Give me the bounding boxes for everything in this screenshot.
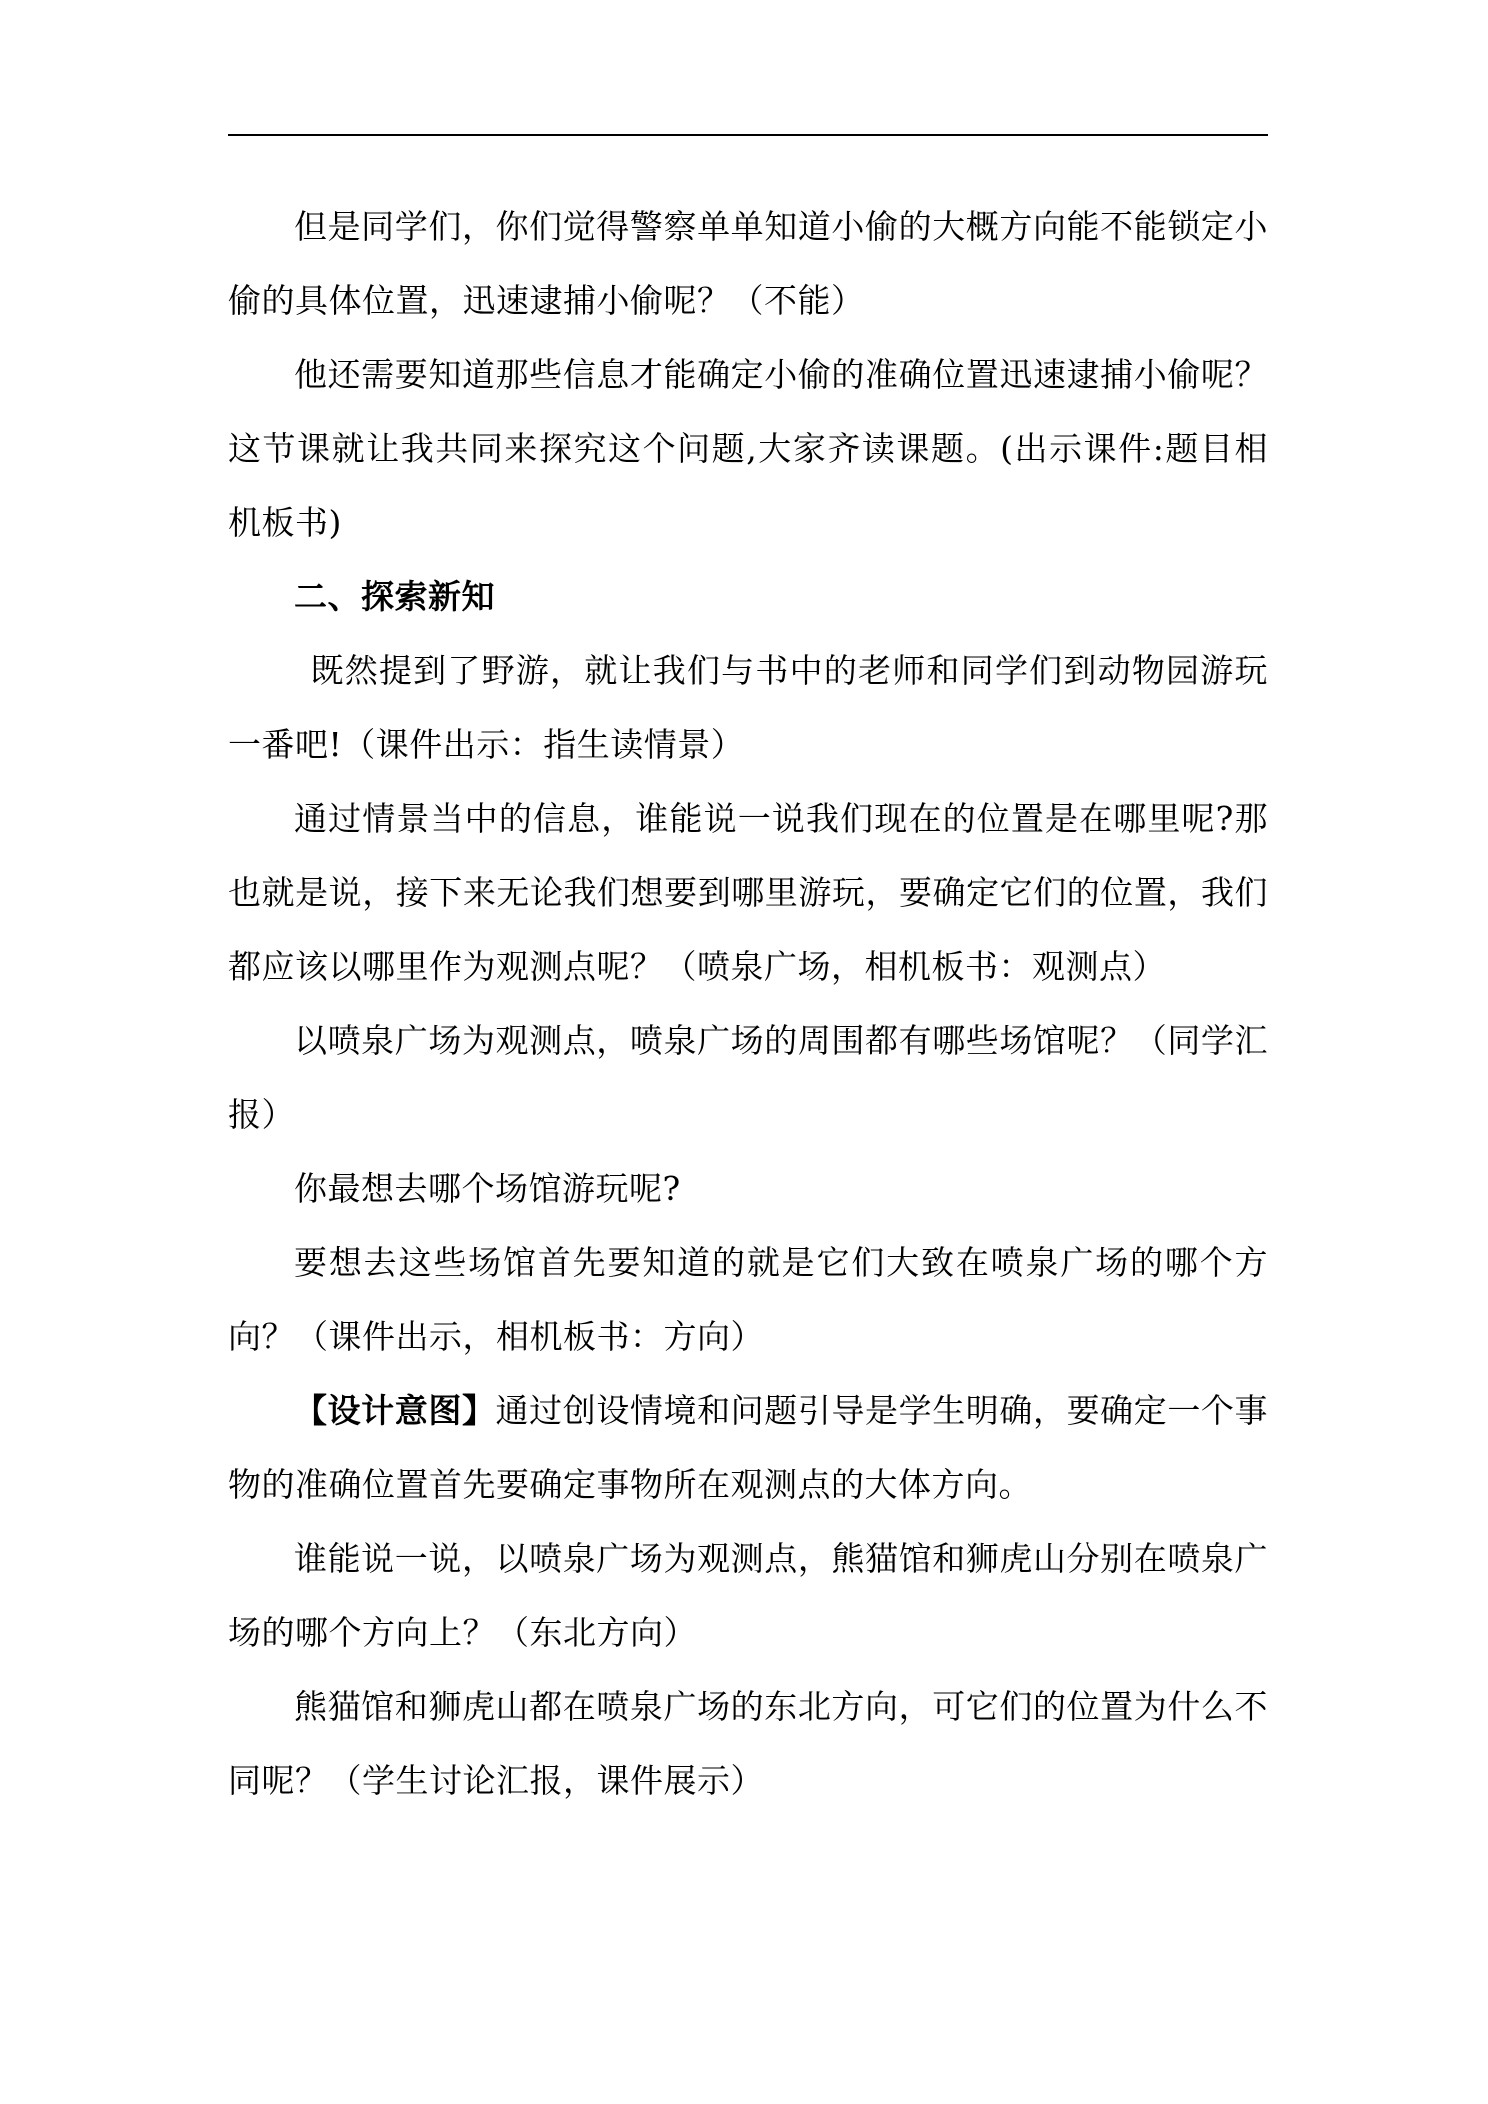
header-rule bbox=[228, 134, 1268, 136]
paragraph-1: 但是同学们，你们觉得警察单单知道小偷的大概方向能不能锁定小偷的具体位置，迅速逮捕小偷呢？（不能） bbox=[228, 207, 1268, 320]
design-intent-text: 通过创设情境和问题引导是学生明确，要确定一个事物的准确位置首先要确定事物所在观测点的大体方向。 bbox=[228, 1391, 1269, 1504]
paragraph-6: 你最想去哪个场馆游玩呢? bbox=[294, 1169, 681, 1208]
paragraph-3: 既然提到了野游，就让我们与书中的老师和同学们到动物园游玩一番吧!（课件出示：指生读情景） bbox=[228, 651, 1268, 764]
document-body bbox=[228, 190, 1268, 1818]
paragraph-9: 谁能说一说，以喷泉广场为观测点，熊猫馆和狮虎山分别在喷泉广场的哪个方向上？（东北方向） bbox=[228, 1539, 1268, 1652]
paragraph-2: 他还需要知道那些信息才能确定小偷的准确位置迅速逮捕小偷呢？这节课就让我共同来探究这个问题,大家齐读课题。(出示课件:题目相机板书) bbox=[228, 355, 1268, 542]
design-intent-paragraph bbox=[228, 1374, 1268, 1522]
paragraph-5: 以喷泉广场为观测点，喷泉广场的周围都有哪些场馆呢？（同学汇报） bbox=[228, 1021, 1268, 1134]
paragraph-4: 通过情景当中的信息，谁能说一说我们现在的位置是在哪里呢?那也就是说，接下来无论我们想要到哪里游玩，要确定它们的位置，我们都应该以哪里作为观测点呢？（喷泉广场，相机板书：观测点） bbox=[228, 799, 1268, 986]
paragraph-10: 熊猫馆和狮虎山都在喷泉广场的东北方向，可它们的位置为什么不同呢？（学生讨论汇报，课件展示） bbox=[228, 1687, 1268, 1800]
paragraph-7: 要想去这些场馆首先要知道的就是它们大致在喷泉广场的哪个方向？（课件出示，相机板书：方向） bbox=[228, 1243, 1268, 1356]
design-intent-label: 【设计意图】 bbox=[294, 1391, 496, 1430]
section-heading: 二、探索新知 bbox=[294, 577, 495, 616]
